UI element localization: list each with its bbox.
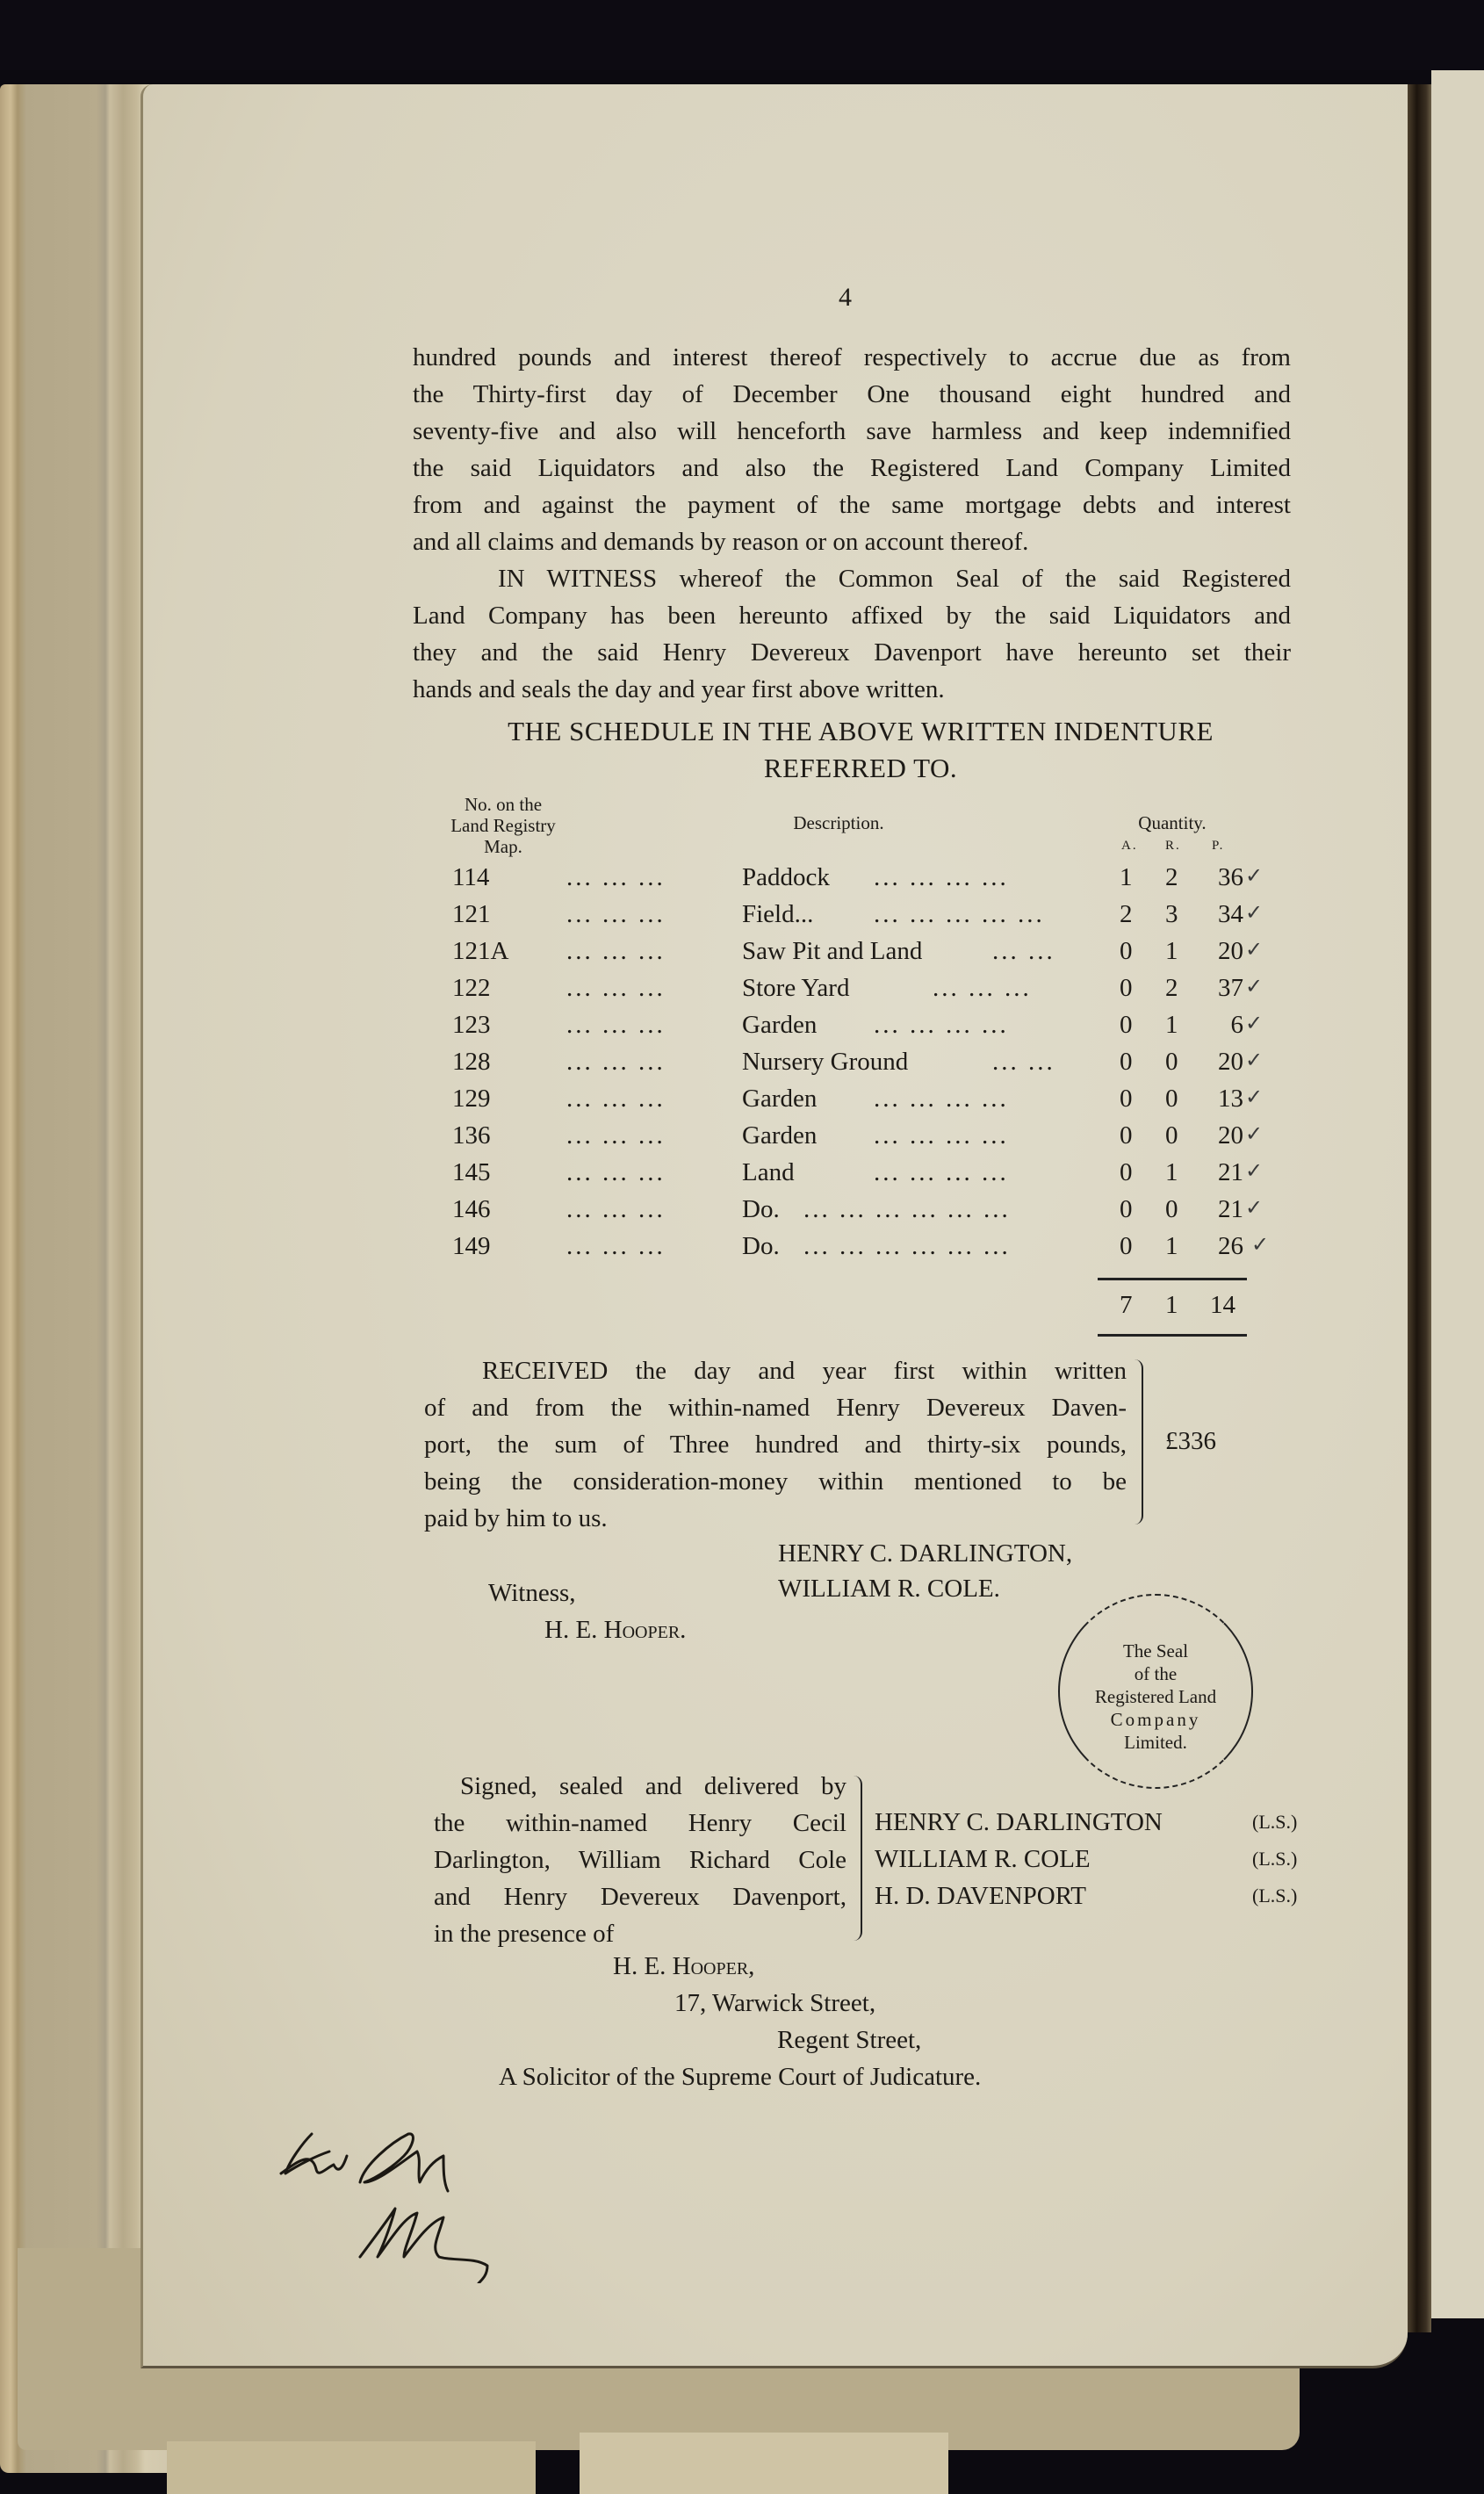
table-row xyxy=(413,1011,1291,1048)
roods: 1 xyxy=(1165,937,1178,965)
witness-name: H. E. Hooper. xyxy=(544,1616,687,1644)
description: Garden xyxy=(742,1085,818,1113)
text-line: Signed, sealed and delivered by xyxy=(460,1772,846,1800)
text-line: Darlington, William Richard Cole xyxy=(434,1846,846,1874)
map-number: 122 xyxy=(452,974,491,1002)
check-mark-icon: ✓ xyxy=(1245,902,1264,925)
description: Do. xyxy=(742,1232,780,1260)
table-row xyxy=(413,900,1291,937)
description: Paddock xyxy=(742,863,830,891)
text-line: Land Company has been hereunto affixed by the said Liquidators and xyxy=(413,602,1291,630)
description: Nursery Ground xyxy=(742,1048,909,1076)
check-mark-icon: ✓ xyxy=(1245,865,1264,888)
locus-sigilli: (L.S.) xyxy=(1252,1811,1298,1833)
perches: 20 xyxy=(1218,1048,1243,1076)
total-perches: 14 xyxy=(1210,1291,1235,1319)
text-line: the within-named Henry Cecil xyxy=(434,1809,846,1837)
total-acres: 7 xyxy=(1120,1291,1133,1319)
acres: 0 xyxy=(1120,937,1133,965)
roods: 0 xyxy=(1165,1085,1178,1113)
schedule-title: THE SCHEDULE IN THE ABOVE WRITTEN INDENTURE xyxy=(508,716,1214,746)
acres: 0 xyxy=(1120,974,1133,1002)
leader-dots: ... ... ... ... ... ... xyxy=(803,1195,1011,1223)
roods: 0 xyxy=(1165,1048,1178,1076)
company-seal xyxy=(1058,1594,1253,1789)
map-number: 128 xyxy=(452,1048,491,1076)
signature-stroke xyxy=(281,2134,347,2173)
total-rule xyxy=(1098,1278,1247,1280)
seal-text: of the xyxy=(1134,1663,1178,1684)
roods: 0 xyxy=(1165,1195,1178,1223)
total-roods: 1 xyxy=(1165,1291,1178,1319)
receipt-signatory: WILLIAM R. COLE. xyxy=(778,1575,1000,1603)
brace xyxy=(1133,1359,1143,1525)
text-line: seventy-five and also will henceforth save harmless and keep indemnified xyxy=(413,417,1291,445)
map-number: 136 xyxy=(452,1121,491,1150)
seal-text: The Seal xyxy=(1122,1640,1189,1661)
check-mark-icon: ✓ xyxy=(1245,1123,1264,1146)
perches: 26 xyxy=(1218,1232,1243,1260)
total-row xyxy=(1120,1291,1269,1328)
check-mark-icon: ✓ xyxy=(1251,1234,1270,1257)
text-line: paid by him to us. xyxy=(424,1504,608,1532)
signer-row xyxy=(875,1841,1298,1878)
subheader-perches: P. xyxy=(1212,839,1225,853)
map-number: 146 xyxy=(452,1195,491,1223)
receipt-paragraph xyxy=(424,1352,1127,1537)
acres: 0 xyxy=(1120,1232,1133,1260)
text-line: IN WITNESS whereof the Common Seal of the said Registered xyxy=(498,565,1291,593)
roods: 1 xyxy=(1165,1232,1178,1260)
table-row xyxy=(413,937,1291,974)
check-mark-icon: ✓ xyxy=(1245,1086,1264,1109)
map-number: 145 xyxy=(452,1158,491,1186)
page-edge-bottom xyxy=(167,2441,536,2494)
table-row xyxy=(413,1048,1291,1085)
seal-text: Registered Land xyxy=(1094,1686,1217,1707)
text-line: hands and seals the day and year first above written. xyxy=(413,675,945,703)
map-number: 123 xyxy=(452,1011,491,1039)
check-mark-icon: ✓ xyxy=(1245,1049,1264,1072)
check-mark-icon: ✓ xyxy=(1245,939,1264,962)
leader-dots: ... ... ... xyxy=(566,1048,666,1076)
leader-dots: ... ... xyxy=(992,1048,1055,1076)
schedule-table xyxy=(413,863,1291,1276)
witness-address: 17, Warwick Street, xyxy=(674,1989,876,2017)
text-line: they and the said Henry Devereux Davenport have hereunto set their xyxy=(413,638,1291,667)
page-number: 4 xyxy=(839,283,852,312)
seal-text: Limited. xyxy=(1124,1732,1187,1753)
signer-row xyxy=(875,1804,1298,1841)
acres: 2 xyxy=(1120,900,1133,928)
roods: 2 xyxy=(1165,974,1178,1002)
receipt-amount: £336 xyxy=(1165,1427,1216,1455)
perches: 20 xyxy=(1218,1121,1243,1150)
acres: 1 xyxy=(1120,863,1133,891)
leader-dots: ... ... ... xyxy=(566,1195,666,1223)
text-line: being the consideration-money within mentioned to be xyxy=(424,1467,1127,1496)
leader-dots: ... ... ... xyxy=(566,1011,666,1039)
leader-dots: ... ... ... xyxy=(566,1158,666,1186)
leader-dots: ... ... ... ... xyxy=(874,863,1009,891)
leader-dots: ... ... ... xyxy=(566,974,666,1002)
brace xyxy=(852,1776,862,1941)
witness-paragraph xyxy=(413,560,1291,708)
map-number: 114 xyxy=(452,863,490,891)
locus-sigilli: (L.S.) xyxy=(1252,1885,1298,1907)
description: Saw Pit and Land xyxy=(742,937,923,965)
book-gutter xyxy=(1405,84,1431,2332)
table-row xyxy=(413,1158,1291,1195)
subheader-acres: A. xyxy=(1121,839,1138,853)
map-number: 121A xyxy=(452,937,509,965)
text-line: port, the sum of Three hundred and thirty-six pounds, xyxy=(424,1431,1127,1459)
check-mark-icon: ✓ xyxy=(1245,1013,1264,1035)
perches: 34 xyxy=(1218,900,1243,928)
text-line: of and from the within-named Henry Devereux Daven- xyxy=(424,1394,1127,1422)
column-header-map-number xyxy=(420,794,587,857)
column-header-description: Description. xyxy=(793,812,884,833)
header-line: No. on the xyxy=(464,794,543,815)
perches: 6 xyxy=(1230,1011,1243,1039)
roods: 1 xyxy=(1165,1011,1178,1039)
table-row xyxy=(413,863,1291,900)
perches: 21 xyxy=(1218,1195,1243,1223)
leader-dots: ... ... ... ... ... xyxy=(874,900,1045,928)
table-row xyxy=(413,1195,1291,1232)
check-mark-icon: ✓ xyxy=(1245,976,1264,998)
acres: 0 xyxy=(1120,1048,1133,1076)
table-row xyxy=(413,1232,1291,1269)
opening-paragraph xyxy=(413,339,1291,560)
page-edge-bottom xyxy=(580,2433,948,2494)
witness-title: A Solicitor of the Supreme Court of Judicature. xyxy=(499,2063,982,2091)
text-line: and Henry Devereux Davenport, xyxy=(434,1883,846,1911)
table-row xyxy=(413,1085,1291,1121)
leader-dots: ... ... ... ... xyxy=(874,1121,1009,1150)
roods: 2 xyxy=(1165,863,1178,891)
handwritten-initials xyxy=(263,2108,509,2283)
signer-name: WILLIAM R. COLE xyxy=(875,1845,1091,1873)
text-line: the said Liquidators and also the Registered Land Company Limited xyxy=(413,454,1291,482)
leader-dots: ... ... ... ... xyxy=(874,1085,1009,1113)
leader-dots: ... ... ... xyxy=(566,937,666,965)
acres: 0 xyxy=(1120,1011,1133,1039)
witness-address: Regent Street, xyxy=(777,2026,922,2054)
signer-row xyxy=(875,1878,1298,1914)
description: Land xyxy=(742,1158,795,1186)
description: Field... xyxy=(742,900,814,928)
witness-label: Witness, xyxy=(488,1579,576,1607)
leader-dots: ... ... xyxy=(992,937,1055,965)
leader-dots: ... ... ... xyxy=(566,1232,666,1260)
roods: 3 xyxy=(1165,900,1178,928)
schedule-title-line2: REFERRED TO. xyxy=(763,753,958,783)
perches: 21 xyxy=(1218,1158,1243,1186)
table-row xyxy=(413,1121,1291,1158)
description: Store Yard xyxy=(742,974,850,1002)
roods: 0 xyxy=(1165,1121,1178,1150)
column-header-quantity: Quantity. xyxy=(1138,812,1207,833)
locus-sigilli: (L.S.) xyxy=(1252,1848,1298,1870)
leader-dots: ... ... ... ... ... ... xyxy=(803,1232,1011,1260)
leader-dots: ... ... ... ... xyxy=(874,1158,1009,1186)
acres: 0 xyxy=(1120,1085,1133,1113)
facing-page-edge xyxy=(1431,70,1484,2318)
leader-dots: ... ... ... ... xyxy=(874,1011,1009,1039)
signer-name: H. D. DAVENPORT xyxy=(875,1882,1087,1910)
text-line: hundred pounds and interest thereof respectively to accrue due as from xyxy=(413,343,1291,371)
leader-dots: ... ... ... xyxy=(933,974,1032,1002)
leader-dots: ... ... ... xyxy=(566,900,666,928)
map-number: 149 xyxy=(452,1232,491,1260)
check-mark-icon: ✓ xyxy=(1245,1197,1264,1220)
acres: 0 xyxy=(1120,1158,1133,1186)
signer-name: HENRY C. DARLINGTON xyxy=(875,1808,1163,1836)
perches: 37 xyxy=(1218,974,1243,1002)
description: Garden xyxy=(742,1121,818,1150)
acres: 0 xyxy=(1120,1121,1133,1150)
acres: 0 xyxy=(1120,1195,1133,1223)
map-number: 129 xyxy=(452,1085,491,1113)
text-line: the Thirty-first day of December One thousand eight hundred and xyxy=(413,380,1291,408)
text-line: RECEIVED the day and year first within written xyxy=(482,1357,1127,1385)
signature-stroke xyxy=(360,2209,487,2283)
roods: 1 xyxy=(1165,1158,1178,1186)
subheader-roods: R. xyxy=(1165,839,1181,853)
description: Garden xyxy=(742,1011,818,1039)
map-number: 121 xyxy=(452,900,491,928)
perches: 20 xyxy=(1218,937,1243,965)
leader-dots: ... ... ... xyxy=(566,1085,666,1113)
seal-text: Company xyxy=(1110,1709,1201,1730)
leader-dots: ... ... ... xyxy=(566,1121,666,1150)
check-mark-icon: ✓ xyxy=(1245,1160,1264,1183)
description: Do. xyxy=(742,1195,780,1223)
header-line: Land Registry xyxy=(450,815,556,836)
background-top xyxy=(0,0,1484,70)
execution-clause xyxy=(434,1768,846,1952)
perches: 36 xyxy=(1218,863,1243,891)
leader-dots: ... ... ... xyxy=(566,863,666,891)
total-double-rule xyxy=(1098,1334,1247,1337)
text-line: from and against the payment of the same mortgage debts and interest xyxy=(413,491,1291,519)
witness-name: H. E. Hooper, xyxy=(613,1952,755,1980)
receipt-signatory: HENRY C. DARLINGTON, xyxy=(778,1539,1073,1568)
header-line: Map. xyxy=(484,836,522,857)
text-line: in the presence of xyxy=(434,1920,615,1948)
table-row xyxy=(413,974,1291,1011)
signature-stroke xyxy=(360,2134,448,2191)
perches: 13 xyxy=(1218,1085,1243,1113)
text-line: and all claims and demands by reason or on account thereof. xyxy=(413,528,1029,556)
